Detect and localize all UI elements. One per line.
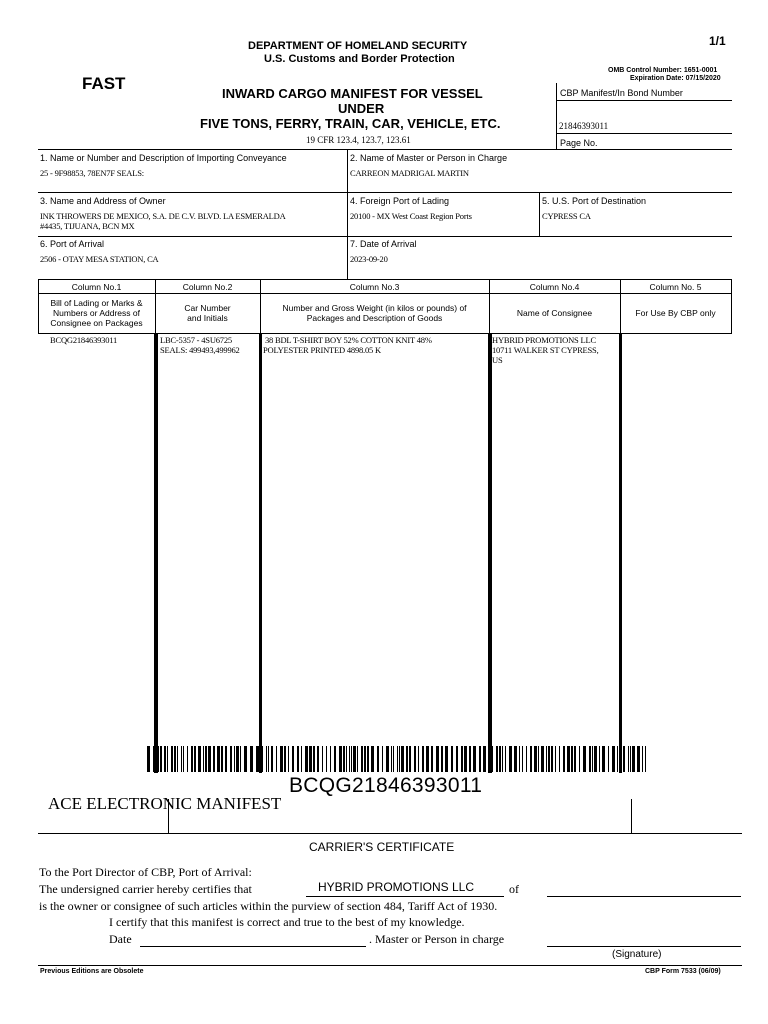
field3-label: 3. Name and Address of Owner	[40, 196, 166, 206]
barcode-bar	[592, 746, 593, 772]
barcode-bar	[514, 746, 517, 772]
barcode-bar	[422, 746, 424, 772]
barcode-bar	[630, 746, 631, 772]
barcode-bar	[225, 746, 227, 772]
barcode-bar	[236, 746, 239, 772]
barcode-bar	[244, 746, 247, 772]
form-title-line1: INWARD CARGO MANIFEST FOR VESSEL	[222, 86, 483, 101]
barcode-bar	[436, 746, 439, 772]
expiration-date: Expiration Date: 07/15/2020	[630, 75, 721, 82]
field1-value: 25 - 9F98853, 78EN7F SEALS:	[40, 168, 144, 178]
barcode	[147, 746, 647, 772]
barcode-bar	[559, 746, 560, 772]
barcode-bar	[382, 746, 383, 772]
barcode-bar	[191, 746, 193, 772]
barcode-bar	[177, 746, 178, 772]
barcode-bar	[183, 746, 184, 772]
manifest-number: 21846393011	[559, 121, 609, 131]
barcode-bar	[171, 746, 173, 772]
barcode-bar	[589, 746, 591, 772]
barcode-bar	[322, 746, 323, 772]
barcode-bar	[548, 746, 550, 772]
barcode-bar	[284, 746, 286, 772]
barcode-bar	[357, 746, 358, 772]
certificate-line2-prefix: The undersigned carrier hereby certifies that	[39, 882, 252, 896]
barcode-bar	[292, 746, 294, 772]
barcode-bar	[317, 746, 319, 772]
barcode-bar	[187, 746, 188, 772]
barcode-bar	[386, 746, 389, 772]
barcode-bar	[203, 746, 204, 772]
barcode-bar	[268, 746, 269, 772]
column1-desc-line1: Bill of Lading or Marks &	[50, 298, 143, 308]
page-number: 1/1	[709, 34, 726, 48]
barcode-bar	[602, 746, 605, 772]
column1-desc-line3: Consignee on Packages	[50, 318, 143, 328]
barcode-bar	[198, 746, 201, 772]
barcode-bar	[280, 746, 283, 772]
barcode-bar	[414, 746, 416, 772]
barcode-bar	[551, 746, 553, 772]
barcode-bar	[326, 746, 327, 772]
barcode-bar	[599, 746, 600, 772]
carrier-name: HYBRID PROMOTIONS LLC	[318, 880, 475, 894]
certificate-line2-suffix: of	[509, 882, 519, 896]
barcode-text: BCQG21846393011	[289, 774, 483, 797]
barcode-bar	[364, 746, 366, 772]
barcode-bar	[617, 746, 618, 772]
barcode-bar	[456, 746, 458, 772]
field5-value: CYPRESS CA	[542, 211, 591, 221]
consignee-line2: 10711 WALKER ST CYPRESS,	[492, 345, 599, 355]
barcode-bar	[499, 746, 501, 772]
barcode-bar	[608, 746, 609, 772]
car-number-line2: SEALS: 499493,499962	[160, 345, 240, 355]
form-title-line3: FIVE TONS, FERRY, TRAIN, CAR, VEHICLE, ETC.	[200, 116, 501, 131]
certificate-line1: To the Port Director of CBP, Port of Arrival:	[39, 865, 252, 879]
footer-right: CBP Form 7533 (06/09)	[645, 968, 721, 975]
manifest-number-label: CBP Manifest/In Bond Number	[560, 88, 683, 98]
date-label: Date	[109, 932, 132, 946]
barcode-bar	[546, 746, 547, 772]
barcode-bar	[574, 746, 576, 772]
barcode-bar	[534, 746, 537, 772]
barcode-bar	[505, 746, 506, 772]
barcode-bar	[473, 746, 476, 772]
barcode-bar	[612, 746, 615, 772]
barcode-bar	[418, 746, 419, 772]
barcode-bar	[276, 746, 277, 772]
barcode-bar	[519, 746, 520, 772]
barcode-bar	[205, 746, 207, 772]
column-divider	[619, 333, 622, 773]
field4-value: 20100 - MX West Coast Region Ports	[350, 211, 472, 221]
barcode-bar	[464, 746, 467, 772]
barcode-bar	[301, 746, 302, 772]
barcode-bar	[217, 746, 220, 772]
barcode-bar	[645, 746, 646, 772]
barcode-bar	[409, 746, 411, 772]
barcode-bar	[174, 746, 176, 772]
barcode-bar	[297, 746, 299, 772]
barcode-bar	[194, 746, 196, 772]
field6-label: 6. Port of Arrival	[40, 239, 105, 249]
barcode-bar	[261, 746, 263, 772]
column2-header: Column No.2	[182, 282, 233, 292]
barcode-bar	[637, 746, 640, 772]
barcode-bar	[567, 746, 570, 772]
barcode-bar	[469, 746, 471, 772]
consignee-line3: US	[492, 355, 503, 365]
barcode-bar	[445, 746, 448, 772]
barcode-bar	[266, 746, 267, 772]
barcode-bar	[579, 746, 580, 772]
certificate-line4: I certify that this manifest is correct and true to the best of my knowledge.	[109, 915, 465, 929]
barcode-bar	[240, 746, 241, 772]
field1-label: 1. Name or Number and Description of Importing Conveyance	[40, 153, 287, 163]
column1-desc-line2: Numbers or Address of	[53, 308, 140, 318]
barcode-bar	[330, 746, 331, 772]
barcode-bar	[628, 746, 629, 772]
barcode-bar	[555, 746, 556, 772]
barcode-bar	[346, 746, 347, 772]
barcode-bar	[288, 746, 289, 772]
column5-desc: For Use By CBP only	[635, 308, 716, 318]
barcode-bar	[479, 746, 481, 772]
barcode-bar	[160, 746, 162, 772]
barcode-bar	[406, 746, 408, 772]
column4-header: Column No.4	[529, 282, 580, 292]
column-divider	[488, 333, 492, 773]
column3-desc-line1: Number and Gross Weight (in kilos or pounds) of	[282, 303, 467, 313]
barcode-bar	[399, 746, 400, 772]
barcode-bar	[594, 746, 597, 772]
barcode-bar	[538, 746, 539, 772]
ace-manifest-label: ACE ELECTRONIC MANIFEST	[48, 794, 282, 813]
barcode-bar	[393, 746, 394, 772]
column2-desc-line2: and Initials	[187, 313, 228, 323]
barcode-bar	[397, 746, 398, 772]
barcode-bar	[632, 746, 635, 772]
omb-control-number: OMB Control Number: 1651-0001	[608, 67, 718, 74]
barcode-bar	[367, 746, 369, 772]
barcode-bar	[230, 746, 232, 772]
barcode-bar	[526, 746, 527, 772]
field3-value-line2: #4435, TIJUANA, BCN MX	[40, 221, 135, 231]
barcode-bar	[164, 746, 166, 772]
column5-header: Column No. 5	[649, 282, 702, 292]
barcode-bar	[208, 746, 211, 772]
barcode-bar	[353, 746, 356, 772]
barcode-bar	[483, 746, 486, 772]
barcode-bar	[181, 746, 182, 772]
barcode-bar	[401, 746, 404, 772]
field6-value: 2506 - OTAY MESA STATION, CA	[40, 254, 159, 264]
barcode-bar	[563, 746, 565, 772]
barcode-bar	[351, 746, 352, 772]
barcode-bar	[541, 746, 544, 772]
barcode-bar	[256, 746, 259, 772]
field7-value: 2023-09-20	[350, 254, 388, 264]
column-divider	[259, 333, 262, 773]
agency-name: U.S. Customs and Border Protection	[264, 53, 455, 65]
barcode-bar	[213, 746, 215, 772]
barcode-bar	[426, 746, 429, 772]
barcode-bar	[451, 746, 453, 772]
barcode-bar	[642, 746, 643, 772]
certificate-title: CARRIER'S CERTIFICATE	[309, 840, 455, 854]
field2-value: CARREON MADRIGAL MARTIN	[350, 168, 469, 178]
barcode-bar	[349, 746, 350, 772]
fast-label: FAST	[82, 74, 126, 93]
barcode-bar	[313, 746, 315, 772]
barcode-bar	[361, 746, 363, 772]
barcode-bar	[153, 746, 154, 772]
column3-header: Column No.3	[349, 282, 400, 292]
barcode-bar	[489, 746, 490, 772]
barcode-bar	[221, 746, 223, 772]
barcode-bar	[391, 746, 392, 772]
field3-value-line1: INK THROWERS DE MEXICO, S.A. DE C.V. BLVD. LA ESMERALDA	[40, 211, 286, 221]
barcode-bar	[147, 746, 150, 772]
column-divider	[154, 333, 158, 773]
barcode-bar	[502, 746, 503, 772]
barcode-bar	[583, 746, 586, 772]
barcode-bar	[619, 746, 620, 772]
barcode-bar	[305, 746, 308, 772]
barcode-bar	[339, 746, 342, 772]
field7-label: 7. Date of Arrival	[350, 239, 417, 249]
master-label: . Master or Person in charge	[369, 932, 505, 946]
footer-left: Previous Editions are Obsolete	[40, 968, 144, 975]
goods-line2: POLYESTER PRINTED 4898.05 K	[263, 345, 381, 355]
field5-label: 5. U.S. Port of Destination	[542, 196, 647, 206]
barcode-bar	[271, 746, 273, 772]
cfr-reference: 19 CFR 123.4, 123.7, 123.61	[306, 135, 411, 145]
car-number-line1: LBC-5357 - 4SU6725	[160, 335, 232, 345]
barcode-bar	[623, 746, 625, 772]
barcode-bar	[496, 746, 498, 772]
barcode-bar	[309, 746, 312, 772]
barcode-bar	[334, 746, 336, 772]
field2-label: 2. Name of Master or Person in Charge	[350, 153, 508, 163]
barcode-bar	[156, 746, 159, 772]
department-name: DEPARTMENT OF HOMELAND SECURITY	[248, 40, 468, 52]
column3-desc-line2: Packages and Description of Goods	[306, 313, 443, 323]
barcode-bar	[377, 746, 379, 772]
barcode-bar	[234, 746, 235, 772]
barcode-bar	[167, 746, 168, 772]
barcode-bar	[461, 746, 463, 772]
consignee-line1: HYBRID PROMOTIONS LLC	[492, 335, 596, 345]
signature-label: (Signature)	[612, 949, 662, 960]
barcode-bar	[530, 746, 532, 772]
barcode-bar	[371, 746, 374, 772]
barcode-bar	[250, 746, 253, 772]
barcode-bar	[441, 746, 443, 772]
page-no-label: Page No.	[560, 138, 598, 148]
certificate-line3: is the owner or consignee of such articles within the purview of section 484, Tariff Act of 1930.	[39, 899, 498, 913]
barcode-bar	[343, 746, 345, 772]
barcode-bar	[522, 746, 523, 772]
field4-label: 4. Foreign Port of Lading	[350, 196, 450, 206]
bill-of-lading: BCQG21846393011	[50, 335, 118, 345]
barcode-bar	[431, 746, 433, 772]
barcode-bar	[509, 746, 512, 772]
barcode-bar	[571, 746, 573, 772]
column2-desc-line1: Car Number	[184, 303, 231, 313]
goods-line1: 38 BDL T-SHIRT BOY 52% COTTON KNIT 48%	[265, 335, 432, 345]
column1-header: Column No.1	[71, 282, 122, 292]
barcode-bar	[491, 746, 493, 772]
column4-desc: Name of Consignee	[516, 308, 593, 318]
form-title-line2: UNDER	[338, 101, 385, 116]
